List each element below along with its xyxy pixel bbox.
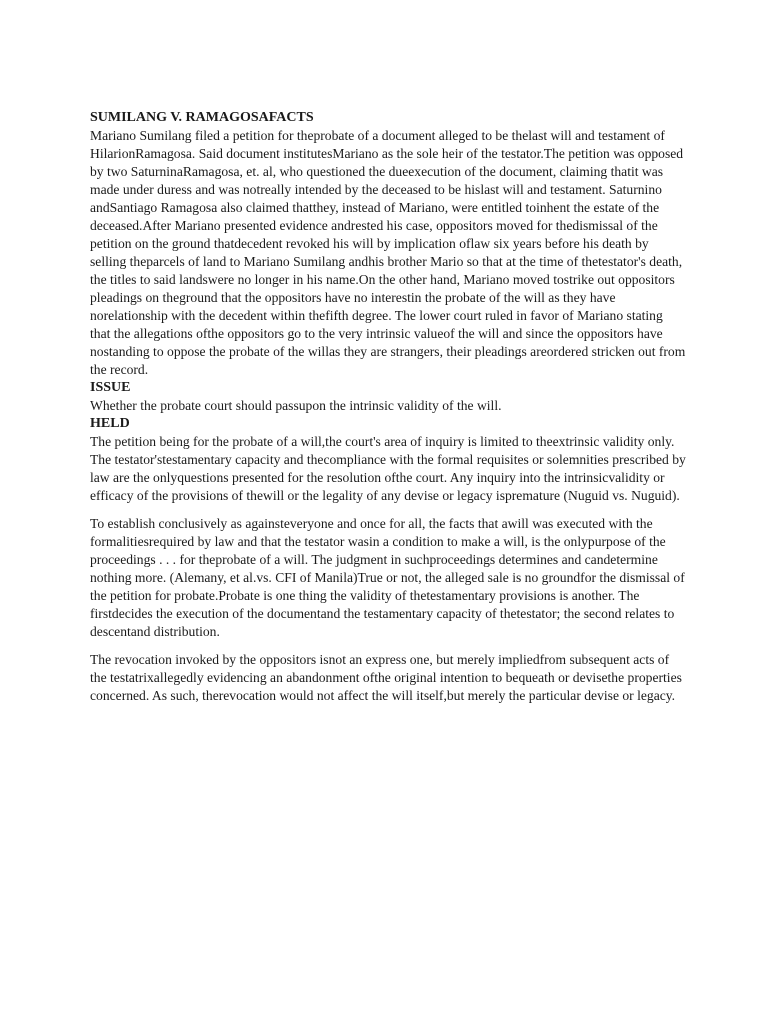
issue-paragraph: Whether the probate court should passupon the intrinsic validity of the will. [90,398,502,413]
held-paragraph-3: The revocation invoked by the oppositors isnot an express one, but merely impliedfrom subsequent acts of the testatrixallegedly evidencing an abandonment ofthe original intention to bequeath or devisethe properties concerned. As such, therevocation would not affect the will itself,but merely the particular devise or legacy. [90,652,682,703]
facts-paragraph: Mariano Sumilang filed a petition for theprobate of a document alleged to be thelast will and testament of HilarionRamagosa. Said document institutesMariano as the sole heir of the testator.The petition was opposed by two SaturninaRamagosa, et. al, who questioned the dueexecution of the document, claiming thatit was made under duress and was notreally intended by the deceased to be hislast will and testament. Saturnino andSantiago Ramagosa also claimed thatthey, instead of Mariano, were entitled toinhent the estate of the deceased.After Mariano presented evidence andrested his case, oppositors moved for thedismissal of the petition on the ground thatdecedent revoked his will by implication oflaw six years before his death by selling theparcels of land to Mariano Sumilang andhis brother Mario so that at the time of thetestator's death, the titles to said landswere no longer in his name.On the other hand, Mariano moved tostrike out oppositors pleadings on theground that the oppositors have no interestin the probate of the will as they have norelationship with the decedent within thefifth degree. The lower court ruled in favor of Mariano stating that the allegations ofthe oppositors go to the very intrinsic valueof the will and since the oppositors have nostanding to oppose the probate of the willas they are strangers, their pleadings areordered stricken out from the record. [90,128,686,377]
document-title: SUMILANG V. RAMAGOSAFACTS [90,110,314,125]
held-paragraph-1: The petition being for the probate of a will,the court's area of inquiry is limited to theextrinsic validity only. The testator'stestamentary capacity and thecompliance with the formal requisites or solemnities prescribed by law are the onlyquestions presented for the resolution ofthe court. Any inquiry into the intrinsicvalidity or efficacy of the provisions of thewill or the legality of any devise or legacy ispremature (Nuguid vs. Nuguid). [90,434,686,503]
document-page [90,109,686,705]
held-paragraph-2: To establish conclusively as againsteveryone and once for all, the facts that awill was executed with the formalitiesrequired by law and that the testator wasin a condition to make a will, is the onlypurpose of the proceedings . . . for theprobate of a will. The judgment in suchproceedings determines and candetermine nothing more. (Alemany, et al.vs. CFI of Manila)True or not, the alleged sale is no groundfor the dismissal of the petition for probate.Probate is one thing the validity of thetestamentary provisions is another. The firstdecides the execution of the documentand the testamentary capacity of thetestator; the second relates to descentand distribution. [90,516,685,639]
issue-heading: ISSUE [90,380,131,395]
held-heading: HELD [90,416,130,431]
